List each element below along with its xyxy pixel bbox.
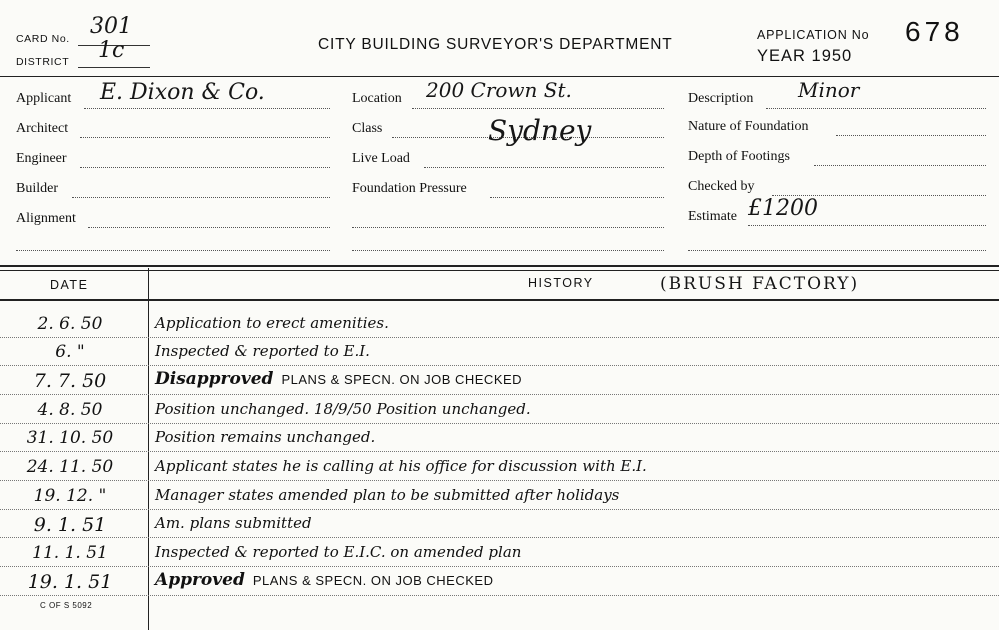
row-history-text: Disapproved [155, 369, 274, 389]
engineer-label: Engineer [16, 151, 67, 166]
row-rule [0, 509, 999, 510]
row-history [155, 543, 521, 561]
card-no-value: 301 [90, 14, 132, 39]
live-load-line [424, 167, 664, 168]
table-header-rule [0, 299, 999, 301]
applicant-label: Applicant [16, 91, 72, 106]
foundation-pressure-line [490, 197, 664, 198]
class-value: Sydney [488, 114, 592, 147]
middle-blank-line-1 [352, 227, 664, 228]
estimate-label: Estimate [688, 209, 737, 224]
row-stamp: PLANS & SPECN. ON JOB CHECKED [281, 372, 523, 387]
row-stamp: PLANS & SPECN. ON JOB CHECKED [252, 573, 494, 588]
row-date: 11. 1. 51 [32, 543, 108, 563]
engineer-line [80, 167, 330, 168]
row-history-text: Approved [155, 570, 245, 590]
builder-label: Builder [16, 181, 58, 196]
checked-by-label: Checked by [688, 179, 755, 194]
live-load-label: Live Load [352, 151, 410, 166]
description-value: Minor [798, 78, 860, 102]
row-history [155, 342, 370, 360]
row-rule [0, 451, 999, 452]
district-underline [78, 67, 150, 68]
row-history [155, 514, 312, 532]
middle-blank-line-2 [352, 250, 664, 251]
row-date: 7. 7. 50 [33, 370, 107, 392]
footer-code: C OF S 5092 [40, 601, 93, 610]
row-history-text: Applicant states he is calling at his office for discussion with E.I. [155, 457, 647, 475]
nature-of-foundation-line [836, 135, 986, 136]
district-label: DISTRICT [16, 56, 70, 68]
class-label: Class [352, 121, 383, 136]
table-top-rule-2 [0, 270, 999, 271]
department-title: CITY BUILDING SURVEYOR'S DEPARTMENT [318, 36, 673, 53]
application-no-label: APPLICATION No [757, 28, 870, 42]
history-header: HISTORY [528, 276, 594, 290]
card-no-label: CARD No. [16, 33, 70, 45]
row-date: 19. 1. 51 [27, 571, 113, 593]
application-no-value: 678 [905, 16, 964, 47]
applicant-value: E. Dixon & Co. [100, 80, 265, 105]
row-date: 2. 6. 50 [37, 314, 103, 334]
row-history [155, 428, 375, 446]
foundation-pressure-label: Foundation Pressure [352, 181, 467, 196]
row-history-text: Application to erect amenities. [155, 314, 389, 332]
district-value: 1c [98, 38, 125, 63]
description-line [766, 108, 986, 109]
row-history-text: Position unchanged. 18/9/50 Position unchanged. [155, 400, 531, 418]
date-column-divider [148, 268, 149, 630]
location-value: 200 Crown St. [426, 78, 572, 102]
estimate-line [748, 225, 986, 226]
row-history [155, 369, 522, 389]
location-line [412, 108, 664, 109]
alignment-line-1 [88, 227, 330, 228]
depth-of-footings-label: Depth of Footings [688, 149, 790, 164]
row-date: 4. 8. 50 [37, 400, 103, 420]
header-rule [0, 76, 999, 77]
row-rule [0, 566, 999, 567]
row-rule [0, 394, 999, 395]
row-date: 24. 11. 50 [26, 457, 114, 477]
row-date: 31. 10. 50 [26, 428, 114, 448]
row-rule [0, 480, 999, 481]
row-history-text: Manager states amended plan to be submitted after holidays [155, 486, 620, 504]
row-date: 19. 12. " [33, 486, 107, 506]
nature-of-foundation-label: Nature of Foundation [688, 119, 809, 134]
builder-line [72, 197, 330, 198]
estimate-value: £1200 [748, 196, 818, 221]
row-rule [0, 365, 999, 366]
row-date: 9. 1. 51 [33, 514, 107, 536]
row-history [155, 314, 389, 332]
row-history [155, 486, 619, 504]
row-rule [0, 423, 999, 424]
row-date: 6. " [55, 342, 85, 362]
alignment-line-2 [16, 250, 330, 251]
row-history-text: Inspected & reported to E.I.C. on amended plan [155, 543, 522, 561]
row-rule [0, 537, 999, 538]
row-history-text: Am. plans submitted [155, 514, 312, 532]
row-rule [0, 595, 999, 596]
row-history [155, 570, 493, 590]
date-header: DATE [50, 278, 89, 292]
row-rule [0, 337, 999, 338]
alignment-label: Alignment [16, 211, 76, 226]
location-label: Location [352, 91, 402, 106]
architect-label: Architect [16, 121, 69, 136]
application-year: YEAR 1950 [757, 47, 853, 65]
row-history-text: Inspected & reported to E.I. [155, 342, 370, 360]
history-note: (BRUSH FACTORY) [660, 274, 860, 294]
right-blank-line [688, 250, 986, 251]
row-history-text: Position remains unchanged. [155, 428, 376, 446]
table-top-rule [0, 265, 999, 267]
applicant-line [84, 108, 330, 109]
architect-line [80, 137, 330, 138]
row-history [155, 400, 531, 418]
row-history [155, 457, 647, 475]
description-label: Description [688, 91, 754, 106]
depth-of-footings-line [814, 165, 986, 166]
